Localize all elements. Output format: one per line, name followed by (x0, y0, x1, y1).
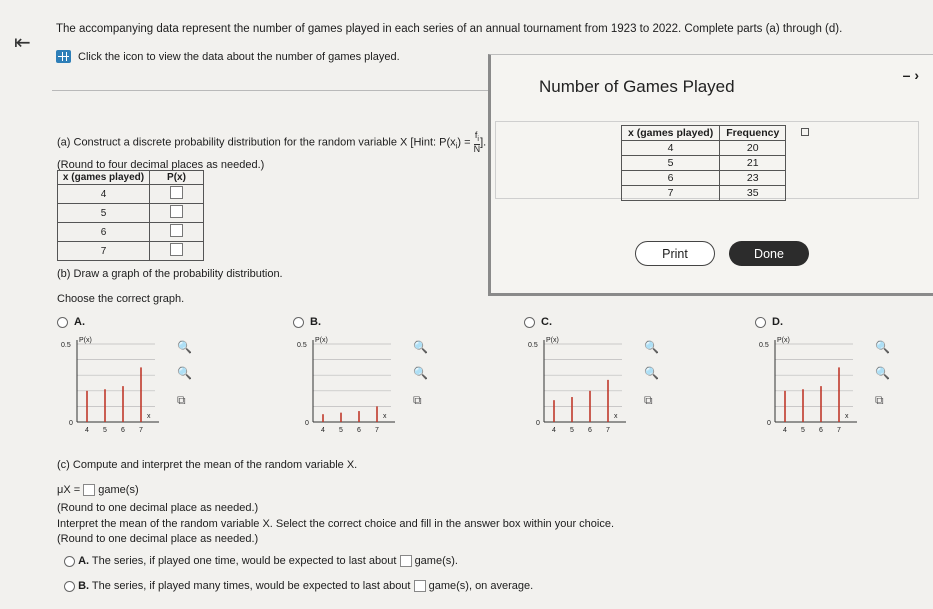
mean-answer-row: μX = game(s) (57, 484, 139, 496)
y-tick-label: 0.5 (61, 342, 71, 349)
pmf-chart (59, 334, 169, 434)
zoom-in-icon[interactable]: 🔍 (644, 340, 659, 354)
col-header-games: x (games played) (622, 126, 720, 141)
data-popup (488, 54, 933, 296)
expand-icon[interactable]: ⧉ (177, 393, 186, 407)
zoom-out-icon[interactable]: 🔍 (875, 366, 890, 380)
x-axis-label: x (147, 413, 151, 420)
x-tick-label: 7 (837, 427, 841, 434)
x-tick-label: 6 (588, 427, 592, 434)
choose-prompt: Choose the correct graph. (57, 293, 185, 305)
expand-icon[interactable]: ⧉ (875, 393, 884, 407)
radio-option[interactable] (524, 317, 535, 328)
choice-b[interactable]: B. The series, if played many times, would be expected to last about game(s), on average. (64, 580, 533, 592)
radio-b[interactable] (64, 581, 75, 592)
pmf-chart (757, 334, 867, 434)
y-axis-label: P(x) (315, 337, 328, 344)
answer-box[interactable] (170, 205, 183, 218)
minimize-icon[interactable]: – › (902, 67, 919, 83)
x-tick-label: 4 (783, 427, 787, 434)
graph-option-c[interactable]: C. (524, 316, 552, 328)
table-row: 5 21 (622, 156, 786, 171)
radio-option[interactable] (57, 317, 68, 328)
pmf-chart (526, 334, 636, 434)
answer-box[interactable] (170, 186, 183, 199)
y-tick-label: 0.5 (528, 342, 538, 349)
x-tick-label: 4 (321, 427, 325, 434)
graph-option-d[interactable]: D. (755, 316, 783, 328)
zoom-out-icon[interactable]: 🔍 (413, 366, 428, 380)
x-axis-label: x (614, 413, 618, 420)
x-tick-label: 6 (819, 427, 823, 434)
x-tick-label: 6 (121, 427, 125, 434)
x-axis-label: x (845, 413, 849, 420)
choice-b-input[interactable] (414, 580, 426, 592)
expand-icon[interactable]: ⧉ (644, 393, 653, 407)
interpret-prompt: Interpret the mean of the random variable X. Select the correct choice and fill in the answer box within your choice. (57, 518, 615, 530)
mean-input[interactable] (83, 484, 95, 496)
round-note: (Round to four decimal places as needed.) (57, 159, 265, 171)
y-tick-label: 0.5 (297, 342, 307, 349)
x-tick-label: 5 (570, 427, 574, 434)
zoom-in-icon[interactable]: 🔍 (875, 340, 890, 354)
col-header-p: P(x) (150, 171, 204, 185)
zoom-out-icon[interactable]: 🔍 (644, 366, 659, 380)
radio-option[interactable] (293, 317, 304, 328)
y-axis-label: P(x) (777, 337, 790, 344)
data-table-icon[interactable] (56, 50, 71, 63)
y-axis-label: P(x) (546, 337, 559, 344)
part-b-prompt: (b) Draw a graph of the probability distribution. (57, 268, 283, 280)
popup-title: Number of Games Played (539, 77, 735, 96)
table-row: 7 35 (622, 186, 786, 201)
graph-option-b[interactable]: B. (293, 316, 321, 328)
x-tick-label: 7 (606, 427, 610, 434)
graph-option-a[interactable]: A. (57, 316, 85, 328)
x-tick-label: 4 (85, 427, 89, 434)
x-tick-label: 7 (375, 427, 379, 434)
table-row: 5 (58, 204, 204, 223)
x-tick-label: 7 (139, 427, 143, 434)
x-tick-label: 5 (801, 427, 805, 434)
y-tick-label: 0.5 (759, 342, 769, 349)
radio-option[interactable] (755, 317, 766, 328)
done-button[interactable]: Done (729, 241, 809, 266)
part-a-prompt: (a) Construct a discrete probability distribution for the random variable X [Hint: $P(x_i)$ = $\frac{f_i}{N}$ ]. (57, 130, 487, 154)
table-row: 6 23 (622, 171, 786, 186)
question-intro: The accompanying data represent the number of games played in each series of an annual tournament from 1923 to 2022. Complete parts (a) through (d). (56, 23, 843, 35)
table-row: 4 (58, 185, 204, 204)
round-note-c: (Round to one decimal place as needed.) (57, 502, 259, 514)
y-axis-label: P(x) (79, 337, 92, 344)
x-axis-label: x (383, 413, 387, 420)
zoom-out-icon[interactable]: 🔍 (177, 366, 192, 380)
x-tick-label: 6 (357, 427, 361, 434)
x-tick-label: 5 (339, 427, 343, 434)
table-row: 6 (58, 223, 204, 242)
answer-box[interactable] (170, 243, 183, 256)
table-row: 4 20 (622, 141, 786, 156)
divider (52, 90, 488, 91)
table-row: 7 (58, 242, 204, 261)
copy-icon[interactable] (801, 128, 809, 136)
x-tick-label: 4 (552, 427, 556, 434)
print-button[interactable]: Print (635, 241, 715, 266)
zoom-in-icon[interactable]: 🔍 (177, 340, 192, 354)
col-header-frequency: Frequency (720, 126, 786, 141)
back-arrow-icon[interactable]: ⇤ (14, 32, 31, 54)
round-note-c2: (Round to one decimal place as needed.) (57, 533, 259, 545)
y-tick-label: 0 (69, 420, 73, 427)
expand-icon[interactable]: ⧉ (413, 393, 422, 407)
col-header-x: x (games played) (58, 171, 150, 185)
part-c-prompt: (c) Compute and interpret the mean of the random variable X. (57, 459, 358, 471)
radio-a[interactable] (64, 556, 75, 567)
click-instruction: Click the icon to view the data about the number of games played. (78, 51, 400, 63)
frequency-table (621, 125, 786, 201)
y-tick-label: 0 (536, 420, 540, 427)
answer-box[interactable] (170, 224, 183, 237)
choice-a-input[interactable] (400, 555, 412, 567)
probability-table (57, 170, 204, 261)
choice-a[interactable]: A. The series, if played one time, would be expected to last about game(s). (64, 555, 458, 567)
zoom-in-icon[interactable]: 🔍 (413, 340, 428, 354)
y-tick-label: 0 (305, 420, 309, 427)
x-tick-label: 5 (103, 427, 107, 434)
pmf-chart (295, 334, 405, 434)
y-tick-label: 0 (767, 420, 771, 427)
